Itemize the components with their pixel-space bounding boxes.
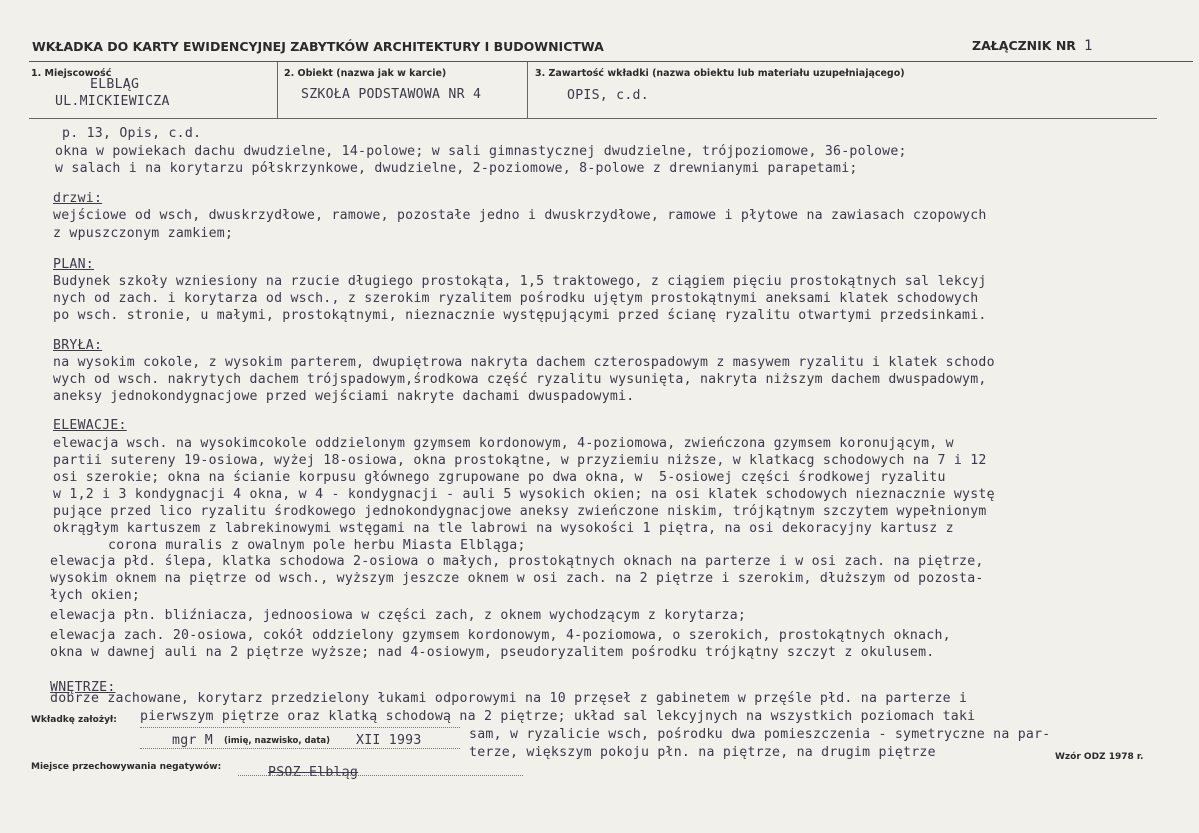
field-object-label: 2. Obiekt (nazwa jak w karcie) — [284, 68, 447, 79]
body-line: okrągłym kartuszem z labrekinowymi wstęgami na tle labrowi na wysokości 1 piętra, na osi dekoracyjny kartusz z — [53, 521, 954, 536]
section-heading-massing: BRYŁA: — [53, 338, 103, 353]
negatives-storage-label: Miejsce przechowywania negatywów: — [31, 762, 222, 772]
body-line: po wsch. stronie, u małymi, prostokątnymi, nieznacznie występującymi przed ścianę ryzalitu otwartymi przedsinkami. — [53, 308, 987, 323]
body-line: na wysokim cokole, z wysokim parterem, dwupiętrowa nakryta dachem czterospadowym z masywem ryzalitu i klatek schodo — [53, 355, 995, 370]
created-date-line — [140, 748, 460, 749]
created-by-line — [140, 727, 460, 728]
body-line: pierwszym piętrze oraz klatką schodową na 2 piętrze; układ sal lekcyjnych na wszystkich poziomach taki — [140, 709, 976, 724]
body-line: elewacja zach. 20-osiowa, cokół oddzielony gzymsem kordonowym, 4-poziomowa, o szerokich, prostokątnych oknach, — [50, 628, 951, 643]
annex-number: 1 — [1084, 38, 1093, 54]
document-title: WKŁADKA DO KARTY EWIDENCYJNEJ ZABYTKÓW ARCHITEKTURY I BUDOWNICTWA — [32, 39, 604, 54]
body-line: nych od zach. i korytarza od wsch., z szerokim ryzalitem pośrodku ujętym prostokątnymi aneksami klatek schodowych — [53, 291, 979, 306]
annex-label: ZAŁĄCZNIK NR — [972, 38, 1076, 53]
section-heading-doors: drzwi: — [53, 191, 103, 206]
body-line: Budynek szkoły wzniesiony na rzucie długiego prostokąta, 1,5 traktowego, z ciągiem pięciu prostokątnych sal lekcyj — [53, 274, 987, 289]
negatives-storage-value: PSOZ Elbląg — [268, 765, 359, 780]
section-heading-interior: WNĘTRZE: — [50, 680, 116, 695]
form-reference: Wzór ODZ 1978 r. — [1055, 752, 1144, 762]
section-heading-elevations: ELEWACJE: — [53, 418, 127, 433]
body-line: corona muralis z owalnym pole herbu Miasta Elbląga; — [108, 538, 526, 553]
body-line: elewacja płd. ślepa, klatka schodowa 2-osiowa o małych, prostokątnych oknach na parterze i w osi zach. na piętrze, — [50, 554, 984, 569]
body-line: osi szerokie; okna na ścianie korpusu głównego zgrupowane po dwa okna, w 5-osiowej części środkowej ryzalitu — [53, 470, 946, 485]
field-contents-label: 3. Zawartość wkładki (nazwa obiektu lub materiału uzupełniającego) — [535, 68, 905, 79]
field-contents-value: OPIS, c.d. — [567, 88, 649, 103]
body-line: aneksy jednokondygnacjowe przed wejściami nakryte dachami dwuspadowymi. — [53, 389, 635, 404]
body-line: terze, większym pokoju płn. na piętrze, na drugim piętrze — [469, 745, 936, 760]
body-line: partii sutereny 19-osiowa, wyżej 18-osiowa, okna prostokątne, w przyziemiu niższe, w klatkacg schodowych na 7 i 12 — [53, 453, 987, 468]
body-line: elewacja wsch. na wysokimcokole oddzielonym gzymsem kordonowym, 4-poziomowa, zwieńczona gzymsem koronującym, w — [53, 436, 954, 451]
body-line: elewacja płn. bliźniacza, jednoosiowa w części zach, z oknem wychodzącym z korytarza; — [50, 608, 747, 623]
field-locality-label: 1. Miejscowość — [31, 68, 112, 79]
body-line: wych od wsch. nakrytych dachem trójspadowym,środkowa część ryzalitu wysunięta, nakryta niższym dachem dwuspadowym, — [53, 372, 987, 387]
body-line: w salach i na korytarzu półskrzynkowe, dwudzielne, 2-poziomowe, 8-polowe z drewnianymi parapetami; — [55, 161, 858, 176]
body-line: z wpuszczonym zamkiem; — [53, 226, 234, 241]
body-line: wysokim oknem na piętrze od wsch., wyższym jeszcze oknem w osi zach. na 2 piętrze i szerokim, dłuższym od pozosta- — [50, 571, 984, 586]
negatives-storage-line — [238, 775, 523, 776]
body-line: wejściowe od wsch, dwuskrzydłowe, ramowe, pozostałe jedno i dwuskrzydłowe, ramowe i płytowe na zawiasach czopowych — [53, 208, 987, 223]
body-line: dobrze zachowane, korytarz przedzielony łukami odporowymi na 10 przęseł z gabinetem w przęśle płd. na parterze i — [50, 691, 968, 706]
body-line: okna w powiekach dachu dwudzielne, 14-polowe; w sali gimnastycznej dwudzielne, trójpoziomowe, 36-polowe; — [55, 144, 907, 159]
field-object-value: SZKOŁA PODSTAWOWA NR 4 — [301, 87, 482, 102]
section-heading-plan: PLAN: — [53, 257, 94, 272]
field-divider-2 — [527, 62, 528, 118]
body-line: p. 13, Opis, c.d. — [62, 126, 202, 141]
header-bottom-rule — [29, 118, 1157, 119]
created-date: XII 1993 — [356, 733, 422, 748]
body-line: pujące przed lico ryzalitu środkowego jednokondygnacjowe aneksy zwieńczone niskim, trójkątnym szczytem wypełnionym — [53, 504, 987, 519]
created-by-label: Wkładkę założył: — [31, 715, 117, 725]
body-line: okna w dawnej auli na 2 piętrze wyższe; nad 4-osiowym, pseudoryzalitem pośrodku trójkątny szczyt z okulusem. — [50, 645, 935, 660]
header-top-rule — [29, 61, 1193, 62]
body-line: łych okien; — [50, 588, 141, 603]
field-locality-street: UL.MICKIEWICZA — [55, 94, 170, 109]
body-line: sam, w ryzalicie wsch, pośrodku dwa pomieszczenia - symetryczne na par- — [469, 727, 1051, 742]
name-date-hint: (imię, nazwisko, data) — [224, 736, 331, 746]
created-by-name: mgr M — [172, 733, 213, 748]
body-line: w 1,2 i 3 kondygnacji 4 okna, w 4 - kondygnacji - auli 5 wysokich okien; na osi klatek schodowych nieznacznie wystę — [53, 487, 995, 502]
field-locality-city: ELBLĄG — [90, 77, 140, 92]
field-divider-1 — [277, 62, 278, 118]
